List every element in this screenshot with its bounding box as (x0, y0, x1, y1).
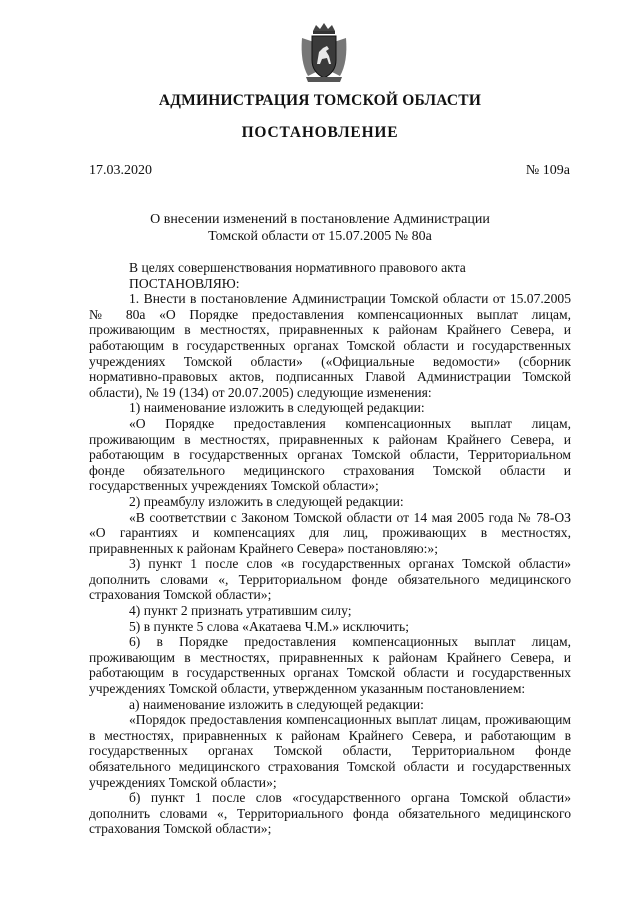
tomsk-region-coat-of-arms-icon (298, 22, 350, 84)
paragraph: а) наименование изложить в следующей редакции: (129, 696, 424, 712)
document-type: ПОСТАНОВЛЕНИЕ (241, 124, 399, 141)
paragraph: 4) пункт 2 признать утратившим силу; (129, 603, 352, 619)
organization-title: АДМИНИСТРАЦИЯ ТОМСКОЙ ОБЛАСТИ (158, 92, 482, 109)
document-date: 17.03.2020 (89, 163, 152, 178)
subject-line: О внесении изменений в постановление Администрации (150, 212, 490, 227)
paragraph: 2) преамбулу изложить в следующей редакции: (129, 493, 404, 509)
subject-line: Томской области от 15.07.2005 № 80а (208, 229, 432, 244)
paragraph: В целях совершенствования нормативного правового акта (129, 260, 466, 275)
document-body (89, 260, 571, 837)
paragraph: «В соответствии с Законом Томской области от 14 мая 2005 года № 78-ОЗ «О гарантиях и компенсациях для лиц, проживающих в местностях, приравненных к районам Крайнего Севера» постановляю:»; (89, 509, 571, 556)
paragraph: 1. Внести в постановление Администрации Томской области от 15.07.2005 № 80а «О Порядке предоставления компенсационных выплат лицам, проживающим в местностях, приравненных к районам Крайнего Севера, и работающим в государственных органах Томской области и государственных учреждениях Томской области» («Официальные ведомости» (сборник нормативно-правовых актов, подписанных Главой Администрации Томской области), № 19 (134) от 20.07.2005) следующие изменения: (89, 291, 571, 400)
paragraph: 3) пункт 1 после слов «в государственных органах Томской области» дополнить словами «, Территориальном фонде обязательного медицинского страхования Томской области»; (89, 556, 571, 603)
paragraph: 6) в Порядке предоставления компенсационных выплат лицам, проживающим в местностях, приравненных к районам Крайнего Севера, и работающим в государственных органах Томской области и государственных учреждениях Томской области, утвержденном указанным постановлением: (89, 634, 571, 697)
paragraph: «Порядок предоставления компенсационных выплат лицам, проживающим в местностях, приравненных к районам Крайнего Севера, и работающим в государственных органах Томской области, Территориальном фонде обязательного медицинского страхования Томской области и государственных учреждениях Томской области»; (89, 712, 571, 790)
document-number: № 109а (525, 163, 570, 178)
paragraph: 1) наименование изложить в следующей редакции: (129, 400, 425, 416)
paragraph: «О Порядке предоставления компенсационных выплат лицам, проживающим в местностях, приравненных к районам Крайнего Севера, и работающим в государственных органах Томской области, Территориальном фонде обязательного медицинского страхования Томской области и государственных учреждениях Томской области»; (89, 415, 571, 494)
document-subject (150, 211, 490, 245)
paragraph: 5) в пункте 5 слова «Акатаева Ч.М.» исключить; (129, 618, 409, 634)
paragraph: ПОСТАНОВЛЯЮ: (129, 275, 240, 291)
paragraph: б) пункт 1 после слов «государственного органа Томской области» дополнить словами «, Территориального фонда обязательного медицинского страхования Томской области»; (89, 790, 571, 837)
